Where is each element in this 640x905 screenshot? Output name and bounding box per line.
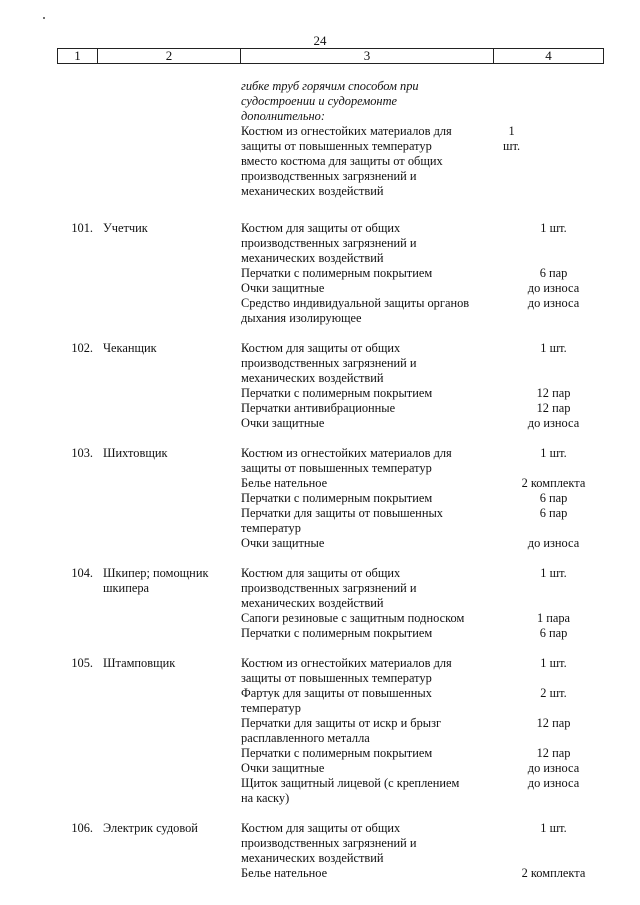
continuation-intro-line: гибке труб горячим способом при	[241, 79, 419, 93]
ppe-item-name	[241, 296, 491, 326]
ppe-item-name-line: Сапоги резиновые с защитным подноском	[241, 611, 465, 625]
ppe-item-name-line: вместо костюма для защиты от общих	[241, 154, 443, 168]
ppe-item-row	[241, 221, 604, 266]
ppe-item-name-line: Перчатки антивибрационные	[241, 401, 396, 415]
ppe-item-row	[241, 656, 604, 686]
ppe-item-name	[241, 626, 491, 641]
ppe-item-name	[241, 416, 491, 431]
profession-entry	[57, 821, 604, 881]
ppe-item-name-line: Костюм из огнестойких материалов для	[241, 656, 452, 670]
ppe-item-name-line: Очки защитные	[241, 281, 325, 295]
profession-name-line: Электрик судовой	[103, 821, 198, 835]
ppe-item-norm: до износа	[527, 761, 580, 775]
ppe-item-row	[241, 266, 604, 281]
ppe-item-name-line: Очки защитные	[241, 416, 325, 430]
ppe-item-row	[241, 536, 604, 551]
ppe-item-name-line: Перчатки для защиты от искр и брызг	[241, 716, 442, 730]
ppe-item-name-line: защиты от повышенных температур	[241, 461, 432, 475]
profession-entry	[57, 566, 604, 641]
ppe-item-name	[241, 746, 491, 761]
ppe-item-norm: до износа	[527, 776, 580, 790]
ppe-item-name	[241, 506, 491, 536]
ppe-item-name-line: Белье нательное	[241, 476, 328, 490]
ppe-item-row	[241, 626, 604, 641]
ppe-item-row	[241, 506, 604, 536]
ppe-item-norm: 6 пар	[539, 506, 568, 520]
ppe-item-name-line: дыхания изолирующее	[241, 311, 362, 325]
ppe-item-row	[241, 341, 604, 386]
ppe-item-norm: до износа	[527, 296, 580, 310]
ppe-item-name-line: Белье нательное	[241, 866, 328, 880]
ppe-item-name	[241, 761, 491, 776]
ppe-item-name-line: Перчатки для защиты от повышенных	[241, 506, 443, 520]
ppe-item-norm: 1 шт.	[540, 446, 567, 460]
ppe-item-row	[241, 446, 604, 476]
ppe-item-name-line: механических воздействий	[241, 184, 384, 198]
ppe-item-row	[241, 716, 604, 746]
entry-number: 105.	[71, 656, 93, 670]
ppe-item-row	[241, 124, 521, 199]
ppe-item-name-line: механических воздействий	[241, 251, 384, 265]
ppe-item-norm: 1 шт.	[540, 566, 567, 580]
ppe-item-norm: 6 пар	[539, 266, 568, 280]
ppe-item-name	[241, 446, 491, 476]
entry-number: 106.	[71, 821, 93, 835]
entry-number: 101.	[71, 221, 93, 235]
ppe-item-row	[241, 401, 604, 416]
ppe-item-norm: 1 шт.	[540, 221, 567, 235]
ppe-item-row	[241, 386, 604, 401]
ppe-item-name-line: на каску)	[241, 791, 290, 805]
ppe-item-name-line: Перчатки с полимерным покрытием	[241, 746, 433, 760]
ppe-item-norm: 1 шт.	[540, 656, 567, 670]
profession-name	[103, 566, 241, 641]
ppe-item-name	[241, 776, 491, 806]
ppe-item-name-line: температур	[241, 701, 301, 715]
continuation-intro-line: дополнительно:	[241, 109, 325, 123]
ppe-item-norm: 1 шт.	[540, 341, 567, 355]
profession-name	[103, 221, 241, 326]
ppe-item-name	[241, 686, 491, 716]
section-spacer	[57, 199, 604, 221]
ppe-items	[241, 566, 604, 641]
ppe-item-name-line: Костюм из огнестойких материалов для	[241, 124, 452, 138]
header-col-3: 3	[241, 49, 494, 63]
entry-number: 104.	[71, 566, 93, 580]
entry-number: 103.	[71, 446, 93, 460]
header-col-1: 1	[58, 49, 98, 63]
ppe-item-name-line: Фартук для защиты от повышенных	[241, 686, 432, 700]
ppe-item-name	[241, 281, 491, 296]
profession-name-line: Шихтовщик	[103, 446, 168, 460]
scan-speck	[43, 17, 45, 19]
ppe-item-norm: 1 шт.	[540, 821, 567, 835]
ppe-item-name-line: Очки защитные	[241, 761, 325, 775]
ppe-item-norm: 6 пар	[539, 626, 568, 640]
ppe-item-name	[241, 401, 491, 416]
ppe-item-name-line: производственных загрязнений и	[241, 169, 417, 183]
ppe-item-name-line: производственных загрязнений и	[241, 581, 417, 595]
ppe-item-name-line: Костюм для защиты от общих	[241, 341, 401, 355]
ppe-item-row	[241, 866, 604, 881]
ppe-item-row	[241, 491, 604, 506]
ppe-item-row	[241, 686, 604, 716]
profession-name-line: шкипера	[103, 581, 150, 595]
profession-entry	[57, 656, 604, 806]
ppe-item-name	[241, 536, 491, 551]
ppe-items	[241, 821, 604, 881]
ppe-item-name-line: защиты от повышенных температур	[241, 671, 432, 685]
ppe-item-name	[241, 491, 491, 506]
profession-name	[103, 341, 241, 431]
ppe-items	[241, 341, 604, 431]
ppe-item-name	[241, 611, 491, 626]
ppe-item-norm: 1 шт.	[503, 124, 521, 153]
ppe-item-name-line: Костюм для защиты от общих	[241, 821, 401, 835]
profession-name-line: Штамповщик	[103, 656, 176, 670]
ppe-item-name	[241, 266, 491, 281]
profession-entry	[57, 446, 604, 551]
header-col-4: 4	[545, 48, 552, 63]
ppe-item-row	[241, 476, 604, 491]
ppe-items	[241, 221, 604, 326]
ppe-item-name	[241, 124, 491, 199]
profession-name	[103, 821, 241, 881]
ppe-item-name-line: защиты от повышенных температур	[241, 139, 432, 153]
ppe-item-name-line: механических воздействий	[241, 596, 384, 610]
ppe-item-row	[241, 416, 604, 431]
ppe-item-name	[241, 221, 491, 266]
profession-name	[103, 446, 241, 551]
ppe-item-name	[241, 476, 491, 491]
ppe-item-norm: 12 пар	[536, 401, 571, 415]
page-number: 24	[313, 33, 327, 48]
ppe-item-name-line: производственных загрязнений и	[241, 236, 417, 250]
ppe-item-row	[241, 281, 604, 296]
ppe-item-name-line: Перчатки с полимерным покрытием	[241, 386, 433, 400]
ppe-item-name-line: механических воздействий	[241, 371, 384, 385]
ppe-items	[241, 656, 604, 806]
ppe-item-name-line: Очки защитные	[241, 536, 325, 550]
ppe-item-row	[241, 821, 604, 866]
profession-name-line: Шкипер; помощник	[103, 566, 209, 580]
ppe-item-row	[241, 611, 604, 626]
ppe-item-name-line: Перчатки с полимерным покрытием	[241, 626, 433, 640]
ppe-item-name-line: механических воздействий	[241, 851, 384, 865]
profession-entry	[57, 341, 604, 431]
ppe-item-norm: до износа	[527, 281, 580, 295]
ppe-item-norm: 12 пар	[536, 716, 571, 730]
ppe-item-norm: 1 пара	[536, 611, 571, 625]
ppe-item-name-line: расплавленного металла	[241, 731, 370, 745]
profession-name-line: Учетчик	[103, 221, 148, 235]
ppe-item-name	[241, 386, 491, 401]
continuation-intro-line: судостроении и судоремонте	[241, 94, 398, 108]
ppe-item-name	[241, 821, 491, 866]
ppe-item-name-line: производственных загрязнений и	[241, 836, 417, 850]
ppe-item-norm: 6 пар	[539, 491, 568, 505]
ppe-item-name-line: Костюм для защиты от общих	[241, 566, 401, 580]
ppe-item-norm: 12 пар	[536, 386, 571, 400]
header-col-2: 2	[98, 49, 241, 63]
ppe-item-row	[241, 761, 604, 776]
ppe-item-name-line: Средство индивидуальной защиты органов	[241, 296, 470, 310]
ppe-item-norm: до износа	[527, 536, 580, 550]
ppe-item-row	[241, 296, 604, 326]
ppe-item-name-line: Костюм для защиты от общих	[241, 221, 401, 235]
ppe-item-name-line: Щиток защитный лицевой (с креплением	[241, 776, 460, 790]
table-header-row	[57, 48, 604, 64]
entry-number: 102.	[71, 341, 93, 355]
ppe-item-name	[241, 656, 491, 686]
ppe-item-name-line: температур	[241, 521, 301, 535]
ppe-item-name-line: Перчатки с полимерным покрытием	[241, 266, 433, 280]
ppe-item-norm: 2 шт.	[540, 686, 567, 700]
ppe-item-row	[241, 746, 604, 761]
table-body	[57, 79, 604, 896]
ppe-item-norm: 2 комплекта	[521, 476, 586, 490]
profession-entry	[57, 221, 604, 326]
ppe-item-name	[241, 866, 491, 881]
ppe-items	[241, 446, 604, 551]
ppe-item-row	[241, 566, 604, 611]
ppe-item-row	[241, 776, 604, 806]
ppe-item-name	[241, 341, 491, 386]
ppe-item-norm: 2 комплекта	[521, 866, 586, 880]
ppe-item-name-line: Перчатки с полимерным покрытием	[241, 491, 433, 505]
profession-name-line: Чеканщик	[103, 341, 157, 355]
ppe-item-norm: 12 пар	[536, 746, 571, 760]
profession-name	[103, 656, 241, 806]
ppe-item-name	[241, 566, 491, 611]
ppe-item-name	[241, 716, 491, 746]
ppe-item-norm: до износа	[527, 416, 580, 430]
ppe-item-name-line: производственных загрязнений и	[241, 356, 417, 370]
ppe-item-name-line: Костюм из огнестойких материалов для	[241, 446, 452, 460]
continuation-block	[241, 79, 521, 199]
